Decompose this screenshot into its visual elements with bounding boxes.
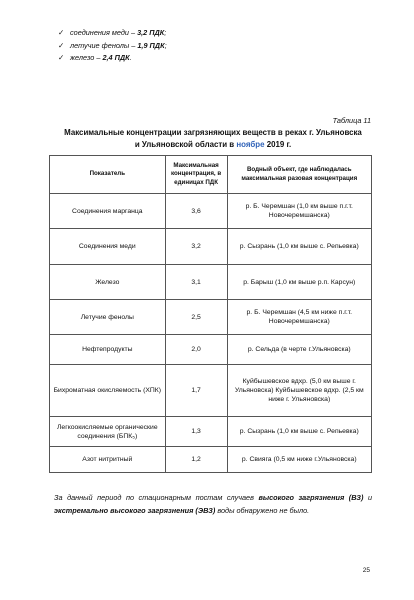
cell-parameter: Азот нитритный bbox=[50, 447, 166, 473]
cell-place: р. Свияга (0,5 км ниже г.Ульяновска) bbox=[227, 447, 371, 473]
title-line-1: Максимальные концентрации загрязняющих веществ в реках г. Ульяновска bbox=[64, 128, 362, 137]
pollution-table bbox=[49, 155, 372, 473]
bullet-list bbox=[58, 27, 167, 65]
cell-value: 1,7 bbox=[165, 365, 227, 417]
page-number: 25 bbox=[362, 567, 370, 574]
checkmark-icon: ✓ bbox=[58, 53, 65, 62]
cell-parameter: Летучие фенолы bbox=[50, 300, 166, 335]
table-row bbox=[50, 365, 372, 417]
checkmark-icon: ✓ bbox=[58, 28, 65, 37]
cell-value: 2,5 bbox=[165, 300, 227, 335]
table-row bbox=[50, 417, 372, 447]
cell-value: 3,2 bbox=[165, 229, 227, 265]
header-max-concentration: Максимальная концентрация, в единицах ПДК bbox=[165, 156, 227, 194]
table-row bbox=[50, 335, 372, 365]
note-part-2: и bbox=[367, 493, 372, 502]
bullet-label: железо – bbox=[70, 53, 101, 62]
cell-place: р. Б. Черемшан (1,0 км выше п.г.т. Новочеремшанска) bbox=[227, 194, 371, 229]
note-part-1: За данный период по стационарным постам случаев bbox=[54, 493, 254, 502]
cell-parameter: Соединения марганца bbox=[50, 194, 166, 229]
note-bold-1: высокого загрязнения (ВЗ) bbox=[258, 493, 364, 502]
table-row bbox=[50, 300, 372, 335]
cell-parameter: Легкоокисляемые органические соединения (БПК₅) bbox=[50, 417, 166, 447]
cell-parameter: Железо bbox=[50, 265, 166, 300]
cell-parameter: Соединения меди bbox=[50, 229, 166, 265]
title-line-2 bbox=[54, 139, 372, 151]
cell-parameter: Нефтепродукты bbox=[50, 335, 166, 365]
bullet-value: 3,2 ПДК bbox=[137, 28, 165, 37]
table-row bbox=[50, 265, 372, 300]
summary-note bbox=[54, 492, 372, 517]
bullet-value: 2,4 ПДК bbox=[102, 53, 130, 62]
bullet-item: ✓ соединения меди – 3,2 ПДК; bbox=[58, 27, 167, 40]
cell-place: Куйбышевское вдхр. (5,0 км выше г. Ульяновска) Куйбышевское вдхр. (2,5 км ниже г. Ульяновска) bbox=[227, 365, 371, 417]
bullet-value: 1,9 ПДК bbox=[137, 40, 165, 50]
cell-place: р. Б. Черемшан (4,5 км ниже п.г.т. Новочеремшанска) bbox=[227, 300, 371, 335]
cell-place: р. Сызрань (1,0 км выше с. Репьевка) bbox=[227, 229, 371, 265]
title-line-2-pre: и Ульяновской области в bbox=[134, 139, 235, 149]
bullet-label: соединения меди – bbox=[70, 28, 136, 37]
note-part-3: воды обнаружено не было. bbox=[217, 505, 310, 515]
bullet-label: летучие фенолы – bbox=[70, 40, 136, 50]
bullet-item: ✓ железо – 2,4 ПДК. bbox=[58, 52, 167, 65]
table-row bbox=[50, 447, 372, 473]
cell-value: 3,6 bbox=[165, 194, 227, 229]
cell-place: р. Сельда (в черте г.Ульяновска) bbox=[227, 335, 371, 365]
header-water-body: Водный объект, где наблюдалась максимальная разовая концентрация bbox=[227, 156, 371, 194]
cell-value: 2,0 bbox=[165, 335, 227, 365]
table-row bbox=[50, 194, 372, 229]
bullet-item: ✓ летучие фенолы – 1,9 ПДК; bbox=[58, 40, 167, 53]
table-header-row bbox=[50, 156, 372, 194]
cell-place: р. Сызрань (1,0 км выше с. Репьевка) bbox=[227, 417, 371, 447]
cell-place: р. Барыш (1,0 км выше р.п. Карсун) bbox=[227, 265, 371, 300]
table-caption: Таблица 11 bbox=[332, 116, 371, 125]
cell-value: 1,2 bbox=[165, 447, 227, 473]
header-parameter: Показатель bbox=[50, 156, 166, 194]
title-month: ноябре bbox=[236, 139, 265, 149]
cell-value: 1,3 bbox=[165, 417, 227, 447]
table-title bbox=[54, 127, 372, 150]
checkmark-icon: ✓ bbox=[58, 40, 65, 50]
note-bold-2: экстремально высокого загрязнения (ЭВЗ) bbox=[54, 505, 216, 515]
cell-parameter: Бихроматная окисляемость (ХПК) bbox=[50, 365, 166, 417]
table-row bbox=[50, 229, 372, 265]
title-line-2-post: 2019 г. bbox=[266, 139, 292, 149]
cell-value: 3,1 bbox=[165, 265, 227, 300]
